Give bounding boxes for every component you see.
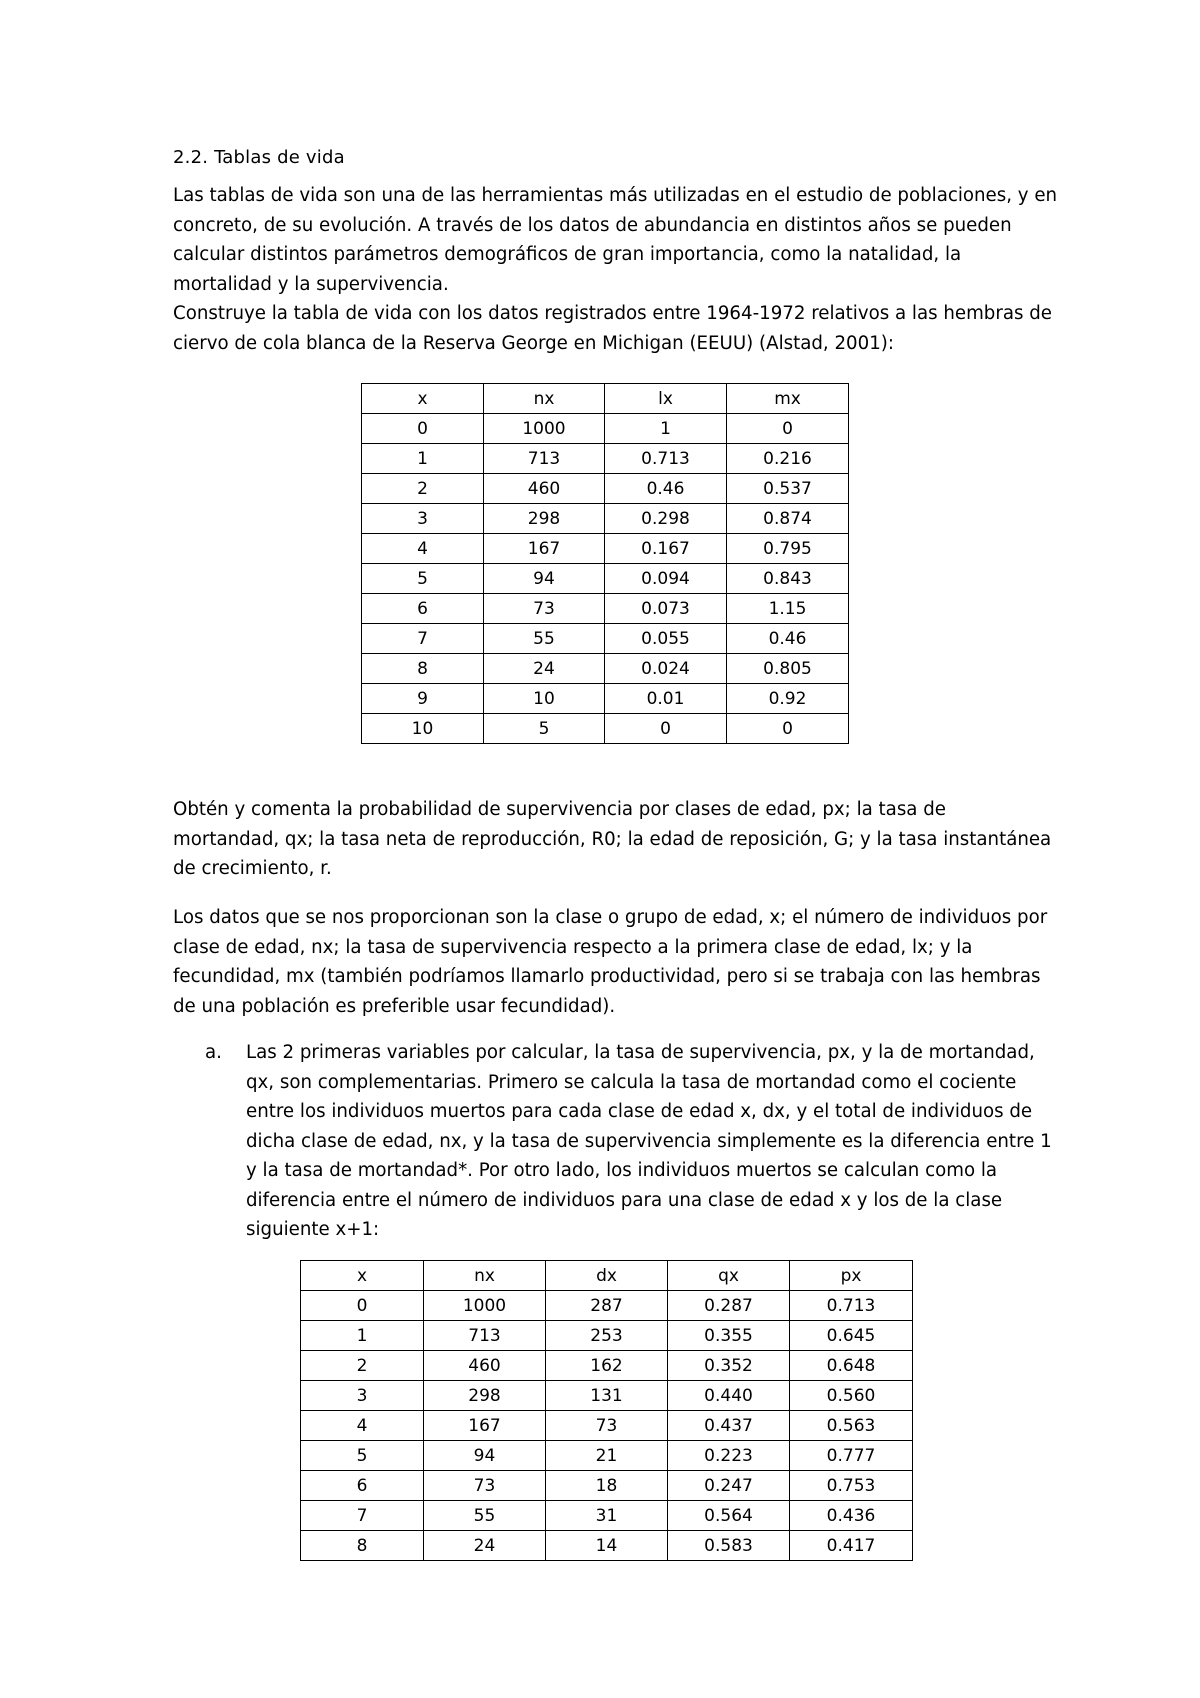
table-cell: 0.167 xyxy=(605,534,727,564)
table-cell: 0.537 xyxy=(727,474,849,504)
task-paragraph xyxy=(173,795,1053,884)
table-cell: 1 xyxy=(362,444,484,474)
paragraph-line: fecundidad, mx (también podríamos llamarlo productividad, pero si se trabaja con las hembras xyxy=(173,966,1041,987)
table-cell: 10 xyxy=(484,684,605,714)
table-cell: 55 xyxy=(484,624,605,654)
table-cell: 460 xyxy=(424,1351,546,1381)
table-row xyxy=(362,624,849,654)
table-cell: 1.15 xyxy=(727,594,849,624)
table-cell: 0.713 xyxy=(790,1291,913,1321)
paragraph-line: Construye la tabla de vida con los datos registrados entre 1964-1972 relativos a las hembras de xyxy=(173,303,1052,324)
table-cell: 3 xyxy=(301,1381,424,1411)
table-cell: 0.247 xyxy=(668,1471,790,1501)
table-cell: 0.01 xyxy=(605,684,727,714)
table-cell: 0.92 xyxy=(727,684,849,714)
paragraph-line: qx, son complementarias. Primero se calcula la tasa de mortandad como el cociente xyxy=(246,1071,1017,1093)
table-cell: 0.560 xyxy=(790,1381,913,1411)
table-cell: 253 xyxy=(546,1321,668,1351)
life-table xyxy=(361,383,849,744)
table-cell: 10 xyxy=(362,714,484,744)
table-cell: 5 xyxy=(484,714,605,744)
table-cell: 21 xyxy=(546,1441,668,1471)
table-cell: 4 xyxy=(301,1411,424,1441)
paragraph-line: mortalidad y la supervivencia. xyxy=(173,273,449,295)
table-cell: 0.055 xyxy=(605,624,727,654)
table-cell: 0 xyxy=(362,414,484,444)
table-row xyxy=(362,714,849,744)
table-cell: 7 xyxy=(362,624,484,654)
section-heading: 2.2. Tablas de vida xyxy=(173,147,345,168)
table-header-row xyxy=(301,1261,913,1291)
table-cell: 94 xyxy=(424,1441,546,1471)
table-row xyxy=(301,1351,913,1381)
table-cell: 0.843 xyxy=(727,564,849,594)
table-cell: 162 xyxy=(546,1351,668,1381)
column-header: x xyxy=(362,384,484,414)
column-header: qx xyxy=(668,1261,790,1291)
table-cell: 73 xyxy=(424,1471,546,1501)
paragraph-line: de una población es preferible usar fecundidad). xyxy=(173,995,616,1017)
table-cell: 6 xyxy=(362,594,484,624)
paragraph-line: Las 2 primeras variables por calcular, la tasa de supervivencia, px, y la de mortandad, xyxy=(246,1042,1035,1063)
column-header: lx xyxy=(605,384,727,414)
column-header: px xyxy=(790,1261,913,1291)
paragraph-line: de crecimiento, r. xyxy=(173,858,332,879)
paragraph-line: Los datos que se nos proporcionan son la clase o grupo de edad, x; el número de individuos por xyxy=(173,907,1048,928)
table-row xyxy=(362,504,849,534)
table-cell: 0.437 xyxy=(668,1411,790,1441)
table-cell: 8 xyxy=(362,654,484,684)
table-cell: 713 xyxy=(424,1321,546,1351)
table-cell: 0 xyxy=(605,714,727,744)
table-row xyxy=(362,444,849,474)
table-cell: 460 xyxy=(484,474,605,504)
table-cell: 0.583 xyxy=(668,1531,790,1561)
table-cell: 167 xyxy=(484,534,605,564)
table-cell: 2 xyxy=(362,474,484,504)
table-cell: 0.805 xyxy=(727,654,849,684)
table-cell: 0 xyxy=(727,414,849,444)
table-row xyxy=(301,1501,913,1531)
table-cell: 0.795 xyxy=(727,534,849,564)
table-cell: 0.440 xyxy=(668,1381,790,1411)
table-row xyxy=(301,1471,913,1501)
table-cell: 2 xyxy=(301,1351,424,1381)
list-item-body xyxy=(246,1038,1066,1245)
table-cell: 0.417 xyxy=(790,1531,913,1561)
table-cell: 1000 xyxy=(424,1291,546,1321)
table-cell: 167 xyxy=(424,1411,546,1441)
table-cell: 0.216 xyxy=(727,444,849,474)
table-row xyxy=(301,1531,913,1561)
table-row xyxy=(362,684,849,714)
table-row xyxy=(362,654,849,684)
table-cell: 0.436 xyxy=(790,1501,913,1531)
table-row xyxy=(362,534,849,564)
table-cell: 0.648 xyxy=(790,1351,913,1381)
intro-paragraph xyxy=(173,181,1058,358)
data-description-paragraph xyxy=(173,903,1053,1021)
table-cell: 0.564 xyxy=(668,1501,790,1531)
paragraph-line: Obtén y comenta la probabilidad de supervivencia por clases de edad, px; la tasa de xyxy=(173,799,946,820)
table-cell: 0.298 xyxy=(605,504,727,534)
table-cell: 18 xyxy=(546,1471,668,1501)
table-cell: 131 xyxy=(546,1381,668,1411)
paragraph-line: ciervo de cola blanca de la Reserva George en Michigan (EEUU) (Alstad, 2001): xyxy=(173,332,894,354)
table-cell: 0.355 xyxy=(668,1321,790,1351)
table-cell: 55 xyxy=(424,1501,546,1531)
table-cell: 94 xyxy=(484,564,605,594)
table-row xyxy=(301,1441,913,1471)
table-cell: 24 xyxy=(424,1531,546,1561)
table-cell: 0 xyxy=(301,1291,424,1321)
table-cell: 3 xyxy=(362,504,484,534)
paragraph-line: concreto, de su evolución. A través de los datos de abundancia en distintos años se pueden xyxy=(173,214,1012,236)
table-row xyxy=(362,564,849,594)
table-cell: 0.46 xyxy=(605,474,727,504)
table-cell: 73 xyxy=(484,594,605,624)
table-cell: 1 xyxy=(301,1321,424,1351)
table-cell: 14 xyxy=(546,1531,668,1561)
table-cell: 0.713 xyxy=(605,444,727,474)
table-row xyxy=(362,594,849,624)
table-cell: 24 xyxy=(484,654,605,684)
table-cell: 0.753 xyxy=(790,1471,913,1501)
table-cell: 0.874 xyxy=(727,504,849,534)
column-header: x xyxy=(301,1261,424,1291)
paragraph-line: y la tasa de mortandad*. Por otro lado, los individuos muertos se calculan como la xyxy=(246,1160,998,1181)
table-cell: 0.094 xyxy=(605,564,727,594)
table-cell: 1000 xyxy=(484,414,605,444)
column-header: nx xyxy=(424,1261,546,1291)
table-cell: 0 xyxy=(727,714,849,744)
paragraph-line: mortandad, qx; la tasa neta de reproducción, R0; la edad de reposición, G; y la tasa instantánea xyxy=(173,828,1052,850)
paragraph-line: siguiente x+1: xyxy=(246,1219,380,1240)
table-cell: 5 xyxy=(362,564,484,594)
table-cell: 6 xyxy=(301,1471,424,1501)
column-header: nx xyxy=(484,384,605,414)
table-cell: 31 xyxy=(546,1501,668,1531)
table-cell: 0.073 xyxy=(605,594,727,624)
table-row xyxy=(301,1411,913,1441)
table-cell: 5 xyxy=(301,1441,424,1471)
table-cell: 0.223 xyxy=(668,1441,790,1471)
table-row xyxy=(301,1291,913,1321)
column-header: mx xyxy=(727,384,849,414)
paragraph-line: clase de edad, nx; la tasa de supervivencia respecto a la primera clase de edad, lx; y la xyxy=(173,936,973,958)
paragraph-line: entre los individuos muertos para cada clase de edad x, dx, y el total de individuos de xyxy=(246,1101,1033,1122)
table-cell: 8 xyxy=(301,1531,424,1561)
table-cell: 7 xyxy=(301,1501,424,1531)
table-cell: 713 xyxy=(484,444,605,474)
table-cell: 0.777 xyxy=(790,1441,913,1471)
table-cell: 0.46 xyxy=(727,624,849,654)
table-row xyxy=(362,474,849,504)
table-cell: 9 xyxy=(362,684,484,714)
paragraph-line: diferencia entre el número de individuos para una clase de edad x y los de la clase xyxy=(246,1189,1003,1211)
table-cell: 287 xyxy=(546,1291,668,1321)
table-cell: 73 xyxy=(546,1411,668,1441)
table-cell: 0.645 xyxy=(790,1321,913,1351)
table-row xyxy=(362,414,849,444)
paragraph-line: calcular distintos parámetros demográficos de gran importancia, como la natalidad, la xyxy=(173,244,962,265)
paragraph-line: dicha clase de edad, nx, y la tasa de supervivencia simplemente es la diferencia entre 1 xyxy=(246,1130,1052,1152)
table-header-row xyxy=(362,384,849,414)
table-cell: 0.287 xyxy=(668,1291,790,1321)
table-cell: 0.024 xyxy=(605,654,727,684)
table-cell: 1 xyxy=(605,414,727,444)
column-header: dx xyxy=(546,1261,668,1291)
list-marker: a. xyxy=(205,1042,222,1063)
paragraph-line: Las tablas de vida son una de las herramientas más utilizadas en el estudio de poblaciones, y en xyxy=(173,185,1058,206)
table-cell: 0.563 xyxy=(790,1411,913,1441)
table-row xyxy=(301,1321,913,1351)
table-cell: 4 xyxy=(362,534,484,564)
table-cell: 298 xyxy=(484,504,605,534)
table-cell: 0.352 xyxy=(668,1351,790,1381)
table-row xyxy=(301,1381,913,1411)
table-cell: 298 xyxy=(424,1381,546,1411)
survival-mortality-table xyxy=(300,1260,913,1561)
